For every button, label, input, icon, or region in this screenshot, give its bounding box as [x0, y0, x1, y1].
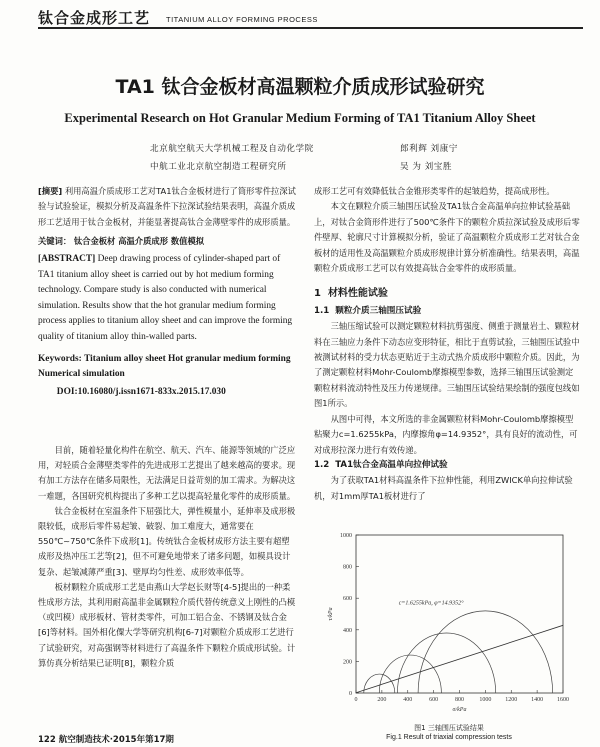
x-tick-label: 600: [429, 697, 439, 703]
right-continuation: 成形工艺可有效降低钛合金锥形类零件的起皱趋势，提高成形性。: [314, 186, 555, 196]
keywords-zh: [38, 234, 296, 250]
envelope-annotation: c=1.6255kPa, φ=14.9352°: [398, 600, 464, 607]
header-rule: [38, 27, 583, 29]
affiliation-2: 中航工业北京航空制造工程研究所: [150, 162, 287, 172]
paragraph-1-1b: 从图中可得，本文所选的非金属颗粒材料Mohr-Coulomb摩擦模型粘聚力c=1.6255kPa，内摩擦角φ=14.9352°，具有良好的流动性，可对成形拉深力进行有效传递。: [314, 413, 578, 455]
mohr-circle: [418, 611, 553, 693]
section-1-heading: [314, 286, 580, 301]
subsection-1-2-heading: [314, 458, 580, 473]
affiliation-1: 北京航空航天大学机械工程及自动化学院: [150, 144, 314, 154]
mohr-circle: [379, 655, 441, 693]
left-body: [38, 443, 296, 671]
y-tick-label: 0: [349, 691, 352, 697]
paper-title-zh: TA1 钛合金板材高温颗粒介质成形试验研究: [115, 76, 485, 98]
x-tick-label: 1000: [479, 697, 492, 703]
abstract-zh-text: 利用高温介质成形工艺对TA1钛合金板材进行了筒形零件拉深试验与试验验证，模拟分析及高温条件下拉深试验结果表明，高温介质成形工艺适用于钛合金板材，并能显著提高钛合金薄壁零件的成形质量。: [38, 186, 296, 227]
authors-1: 郎利辉 刘康宁: [400, 144, 458, 154]
x-tick-label: 1600: [557, 697, 569, 703]
doi: [38, 385, 296, 401]
subsection-1-2-title: TA1钛合金高温单向拉伸试验: [335, 459, 448, 470]
subsection-1-1-number: 1.1: [314, 305, 330, 316]
page-footer: 122 航空制造技术·2015年第17期: [38, 735, 174, 745]
strength-envelope-line: [356, 625, 563, 692]
journal-header: [0, 0, 600, 30]
plot-frame: [356, 535, 563, 693]
section-name: 钛合金成形工艺: [38, 9, 151, 27]
authors-2: 吴 为 刘宝胜: [400, 162, 452, 172]
mohr-circle-chart: [318, 525, 580, 721]
y-tick-label: 600: [343, 596, 352, 603]
x-tick-label: 1200: [505, 697, 518, 703]
abstract-zh-label: [摘要]: [38, 186, 63, 196]
intro-paragraph-1: 目前，随着轻量化构件在航空、航天、汽车、能源等领域的广泛应用，对轻质合金薄壁类零件的先进成形工艺提出了越来越高的要求。现有加工方法存在储多局限性，无法满足日益苛刻的加工需求。为解决这一难题，各国研究机构提出了多种工艺以提高轻量化零件的成形质量。: [38, 445, 296, 501]
subsection-1-1-title: 颗粒介质三轴围压试验: [335, 305, 422, 316]
y-tick-label: 200: [343, 659, 352, 666]
keywords-en-text: Titanium alloy sheet Hot granular medium forming Numerical simulation: [38, 353, 291, 380]
section-name-en: TITANIUM ALLOY FORMING PROCESS: [166, 15, 318, 24]
right-column: [314, 184, 580, 504]
keywords-zh-text: 钛合金板材 高温介质成形 数值模拟: [73, 236, 205, 247]
x-tick-label: 800: [455, 697, 464, 703]
subsection-1-2-number: 1.2: [314, 459, 330, 470]
x-tick-label: 1400: [531, 697, 544, 703]
keywords-zh-label: 关键词：: [38, 236, 72, 247]
x-tick-label: 400: [403, 697, 413, 703]
subsection-1-1-heading: [314, 304, 580, 319]
y-tick-label: 400: [343, 627, 352, 634]
abstract-en-text: Deep drawing process of cylinder-shaped part of TA1 titanium alloy sheet is carried out by hot medium forming technology. Compare study is also conducted with numerical simulation. Results show that the hot granular medium forming process applies to titanium alloy sheet and can improve the forming quality of titanium alloy thin-walled parts.: [38, 254, 293, 342]
paragraph-1-1: 三轴压缩试验可以测定颗粒材料抗剪强度、侧重于测量岩土、颗粒材料在三轴应力条件下动态应变形特征，相比于直剪试验，三轴围压试验中被测试材料的受力状态更贴近于主动式热介质成形中颗粒介质。因此，为了测定颗粒材料Mohr-Coulomb摩擦模型参数，选择三轴围压试验测定颗粒材料流动特性及压力传递规律。三轴围压试验结果绘制的强度包线如图1所示。: [314, 321, 580, 409]
x-tick-label: 200: [377, 697, 387, 703]
doi-text: DOI:10.16080/j.issn1671-833x.2015.17.030: [56, 386, 226, 397]
paragraph-1-2: 为了获取TA1材料高温条件下拉伸性能，利用ZWICK单向拉伸试验机，对1mm厚TA1板材进行了: [314, 475, 573, 501]
section-1-title: 材料性能试验: [327, 288, 388, 300]
right-paragraph-2: 本文在颗粒介质三轴围压试验及TA1钛合金高温单向拉伸试验基础上，对钛合金筒形件进行了500℃条件下的颗粒介质拉深试验及成形后零件壁厚、轮廓尺寸计算模拟分析，验证了高温颗粒介质成形工艺对钛合金板材的适用性及高温颗粒介质成形规律计算分析准确性。结果表明，高温颗粒介质成形工艺可以有效提高钛合金零件的成形质量。: [314, 201, 580, 274]
x-axis-label: σ/kPa: [452, 707, 467, 713]
intro-paragraph-2: 钛合金板材在室温条件下屈强比大，弹性模量小，延伸率及成形极限较低，成形后零件易起皱、破裂、加工难度大，通常要在550℃~750℃条件下成形[1]。传统钛合金板材成形方法主要有超塑成形及热冲压工艺等[2]，但不可避免地带来了诸多问题，如模具设计复杂、起皱减薄严重[3]、壁厚均匀性差、成形效率低等。: [38, 505, 296, 577]
y-tick-label: 800: [343, 564, 352, 571]
y-axis-label: τ/kPa: [328, 607, 334, 621]
section-1-number: 1: [314, 288, 321, 300]
abstract-en-label: [ABSTRACT]: [38, 254, 96, 265]
left-column: [38, 184, 296, 400]
intro-paragraph-3: 板材颗粒介质成形工艺是由燕山大学赵长财等[4-5]提出的一种柔性成形方法，其利用耐高温非金属颗粒介质代替传统意义上刚性的凸模（或凹模）成形板材、管材类零件，可加工铝合金、不锈钢及钛合金[6]等材料。国外相化僳大学等研究机构[6-7]对颗粒介质成形工艺进行了试验研究，对高强钢等材料进行了高温条件下颗粒介质成形试验。计算仿真分析结果已证明[8]，颗粒介质: [38, 581, 296, 668]
figure-1: [318, 525, 580, 747]
figure-1-caption-en: Fig.1 Result of triaxial compression tests: [386, 734, 512, 741]
keywords-en: [38, 352, 296, 383]
paper-title-en: Experimental Research on Hot Granular Medium Forming of TA1 Titanium Alloy Sheet: [64, 111, 536, 125]
abstract-zh: [38, 184, 296, 230]
keywords-en-label: Keywords:: [38, 353, 82, 364]
figure-1-caption-zh: 图1 三轴围压试验结果: [414, 724, 484, 732]
y-tick-label: 1000: [340, 533, 352, 539]
x-tick-label: 0: [354, 697, 358, 703]
abstract-en: [38, 252, 296, 346]
